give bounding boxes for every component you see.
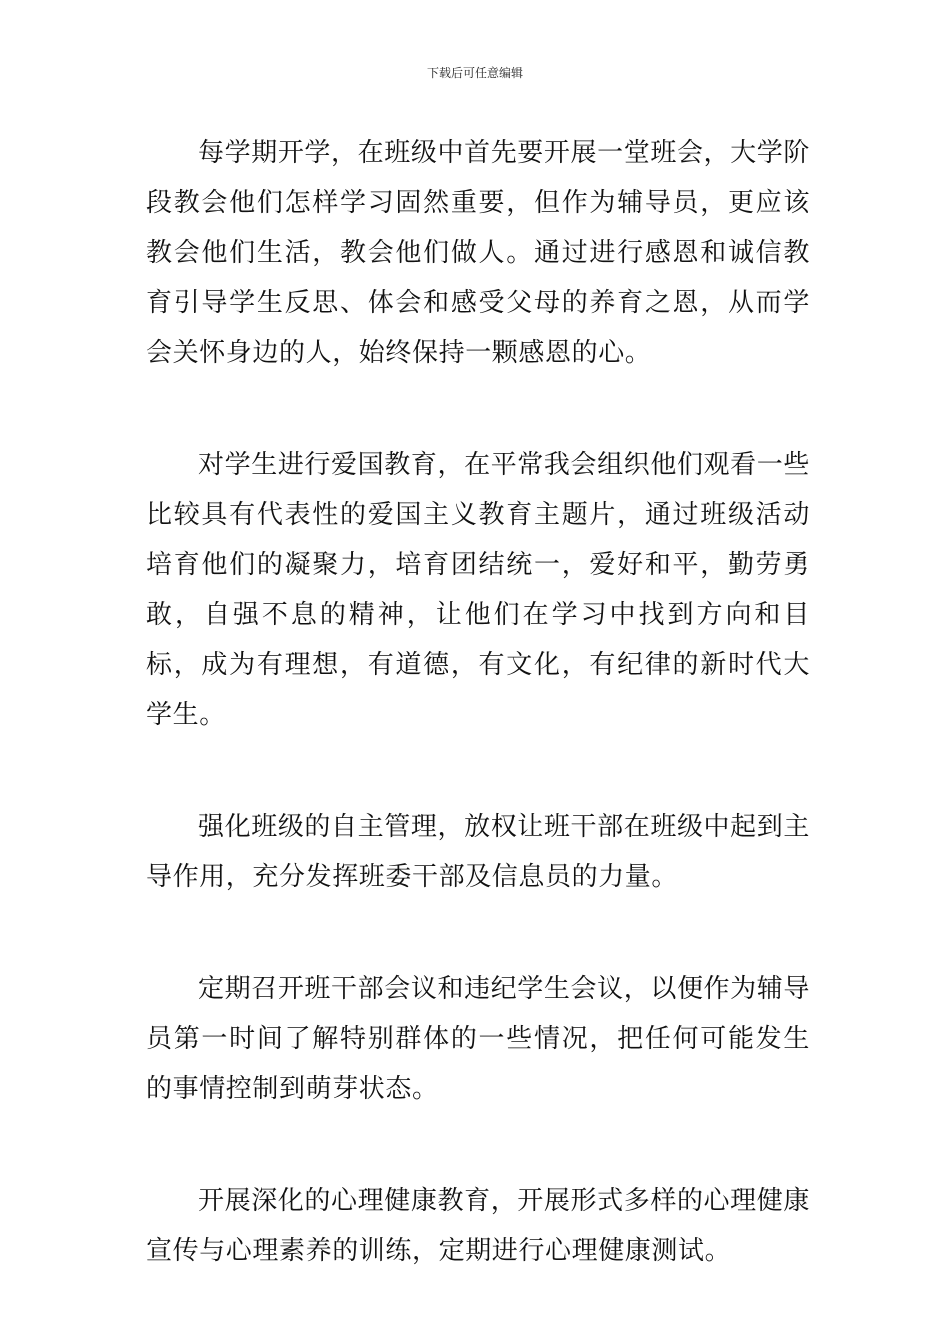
document-body: [146, 128, 810, 1338]
paragraph-regular-meetings: 定期召开班干部会议和违纪学生会议，以便作为辅导员第一时间了解特别群体的一些情况，把任何可能发生的事情控制到萌芽状态。: [146, 974, 810, 1104]
paragraph-mental-health: 开展深化的心理健康教育，开展形式多样的心理健康宣传与心理素养的训练，定期进行心理健康测试。: [146, 1186, 810, 1266]
paragraph-patriotic-education: 对学生进行爱国教育，在平常我会组织他们观看一些比较具有代表性的爱国主义教育主题片，通过班级活动培育他们的凝聚力，培育团结统一，爱好和平，勤劳勇敢，自强不息的精神，让他们在学习中找到方向和目标，成为有理想，有道德，有文化，有纪律的新时代大学生。: [146, 450, 810, 730]
page-header-note: 下载后可任意编辑: [426, 66, 523, 80]
paragraph-class-meeting: 每学期开学，在班级中首先要开展一堂班会，大学阶段教会他们怎样学习固然重要，但作为辅导员，更应该教会他们生活，教会他们做人。通过进行感恩和诚信教育引导学生反思、体会和感受父母的养育之恩，从而学会关怀身边的人，始终保持一颗感恩的心。: [146, 138, 810, 368]
paragraph-self-management: 强化班级的自主管理，放权让班干部在班级中起到主导作用，充分发挥班委干部及信息员的力量。: [146, 812, 810, 892]
